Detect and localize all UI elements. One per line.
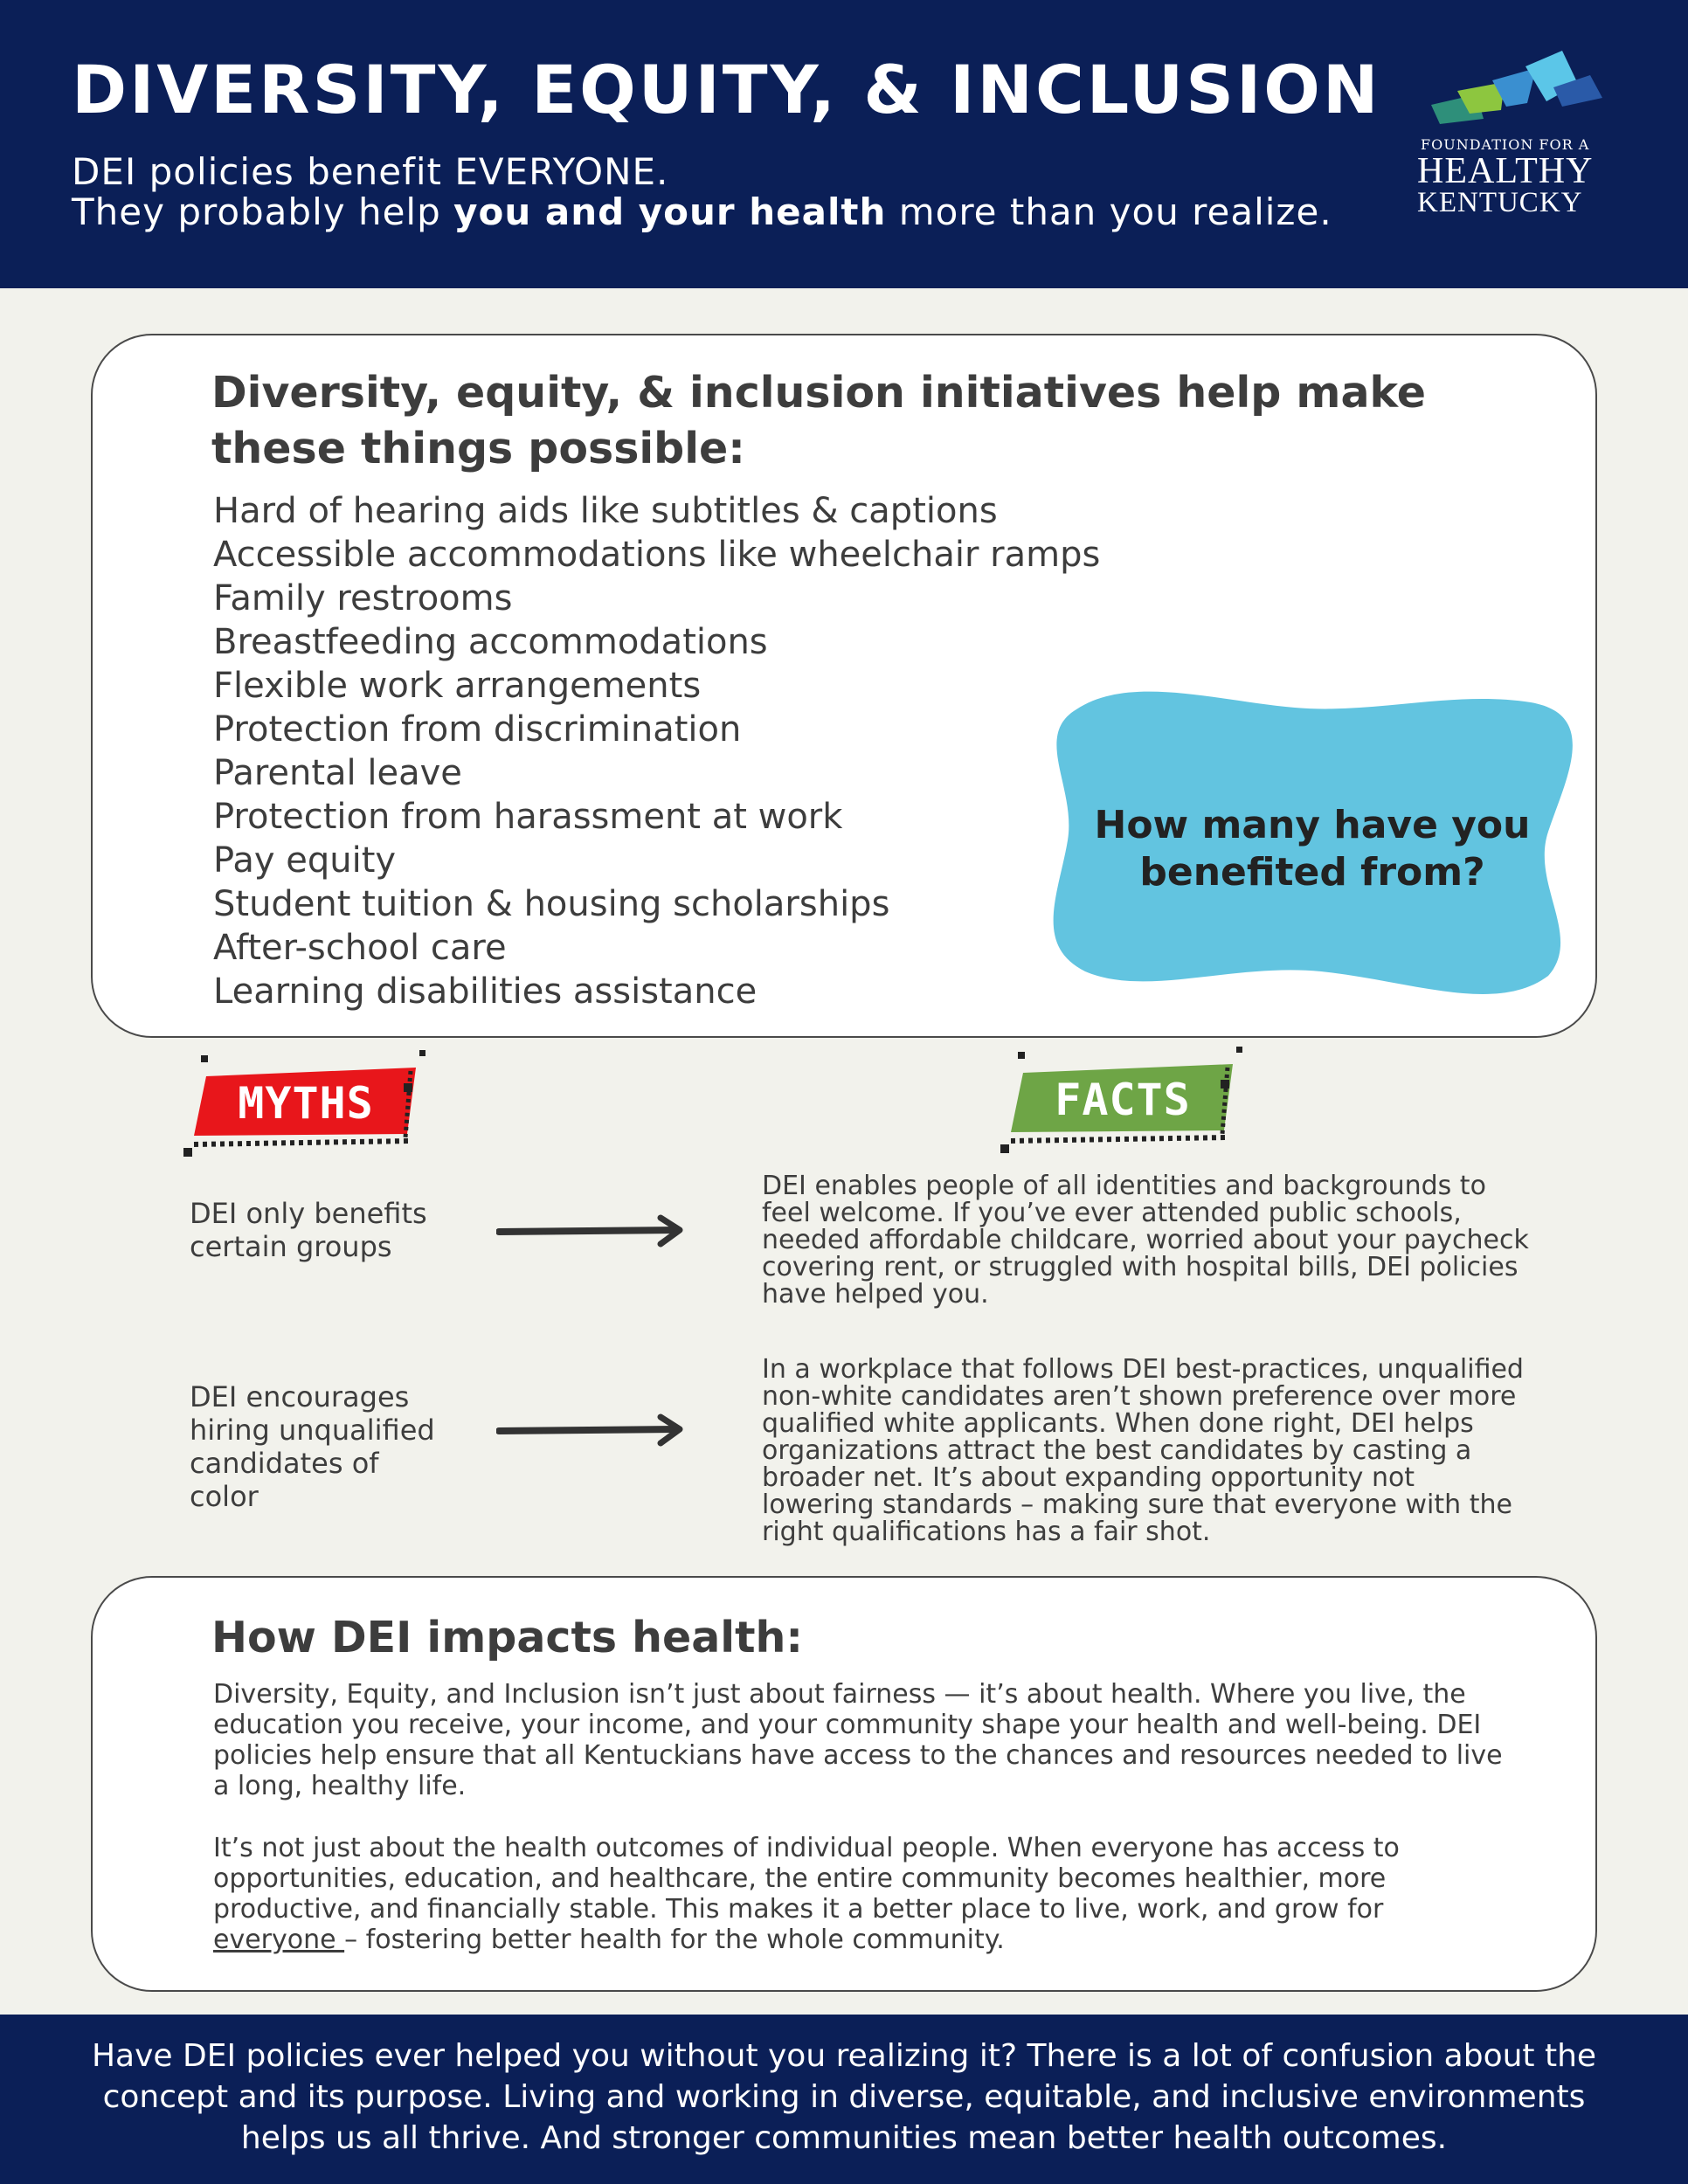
list-item: Hard of hearing aids like subtitles & captions	[213, 491, 998, 531]
health-paragraph-2-start: It’s not just about the health outcomes of individual people. When everyone has access to opportunities, education, and healthcare, the entire community becomes healthier, more productive, and financially stable. This makes it a better place to live, work, and grow for	[213, 1833, 1400, 1925]
subtitle-line-1: DEI policies benefit EVERYONE.	[72, 150, 669, 193]
list-item: Parental leave	[213, 753, 462, 793]
logo-text-healthy: HEALTHY	[1417, 151, 1594, 191]
arrow-right-icon	[496, 1214, 688, 1249]
footer-text: Have DEI policies ever helped you without you realizing it? There is a lot of confusion about the concept and its purpose. Living and working in diverse, equitable, and inclusive environments helps us all thrive. And stronger communities mean better health outcomes.	[91, 2038, 1597, 2156]
logo-text-foundation: FOUNDATION FOR A	[1421, 136, 1590, 153]
logo-text-kentucky: KENTUCKY	[1417, 187, 1583, 218]
list-item: Student tuition & housing scholarships	[213, 884, 890, 924]
header-banner	[0, 0, 1688, 288]
list-item: Accessible accommodations like wheelchair ramps	[213, 535, 1101, 575]
list-item: After-school care	[213, 928, 507, 968]
fact-2-text: In a workplace that follows DEI best-practices, unqualified non-white candidates aren’t shown preference over more qualified white applicants. When done right, DEI helps organizations attract the best candidates by casting a broader net. It’s about expanding opportunity not lowering standards – making sure that everyone with the right qualifications has a fair shot.	[762, 1354, 1524, 1547]
callout-blob	[1041, 683, 1583, 998]
list-item: Protection from harassment at work	[213, 797, 843, 837]
arrow-right-icon	[496, 1413, 688, 1448]
list-item: Family restrooms	[213, 578, 513, 619]
myth-1-text: DEI only benefits certain groups	[190, 1197, 427, 1263]
list-item: Flexible work arrangements	[213, 666, 702, 706]
myths-tag	[175, 1045, 437, 1160]
callout-question: How many have you benefited from?	[1094, 803, 1531, 895]
myths-label: MYTHS	[238, 1078, 374, 1129]
kentucky-logo-icon	[1431, 49, 1606, 133]
subtitle-line-2-end: more than you realize.	[886, 190, 1332, 233]
list-item: Breastfeeding accommodations	[213, 622, 768, 662]
page-title: DIVERSITY, EQUITY, & INCLUSION	[72, 51, 1381, 128]
subtitle-line-2-start: They probably help	[72, 190, 454, 233]
health-card	[91, 1576, 1597, 1992]
health-paragraph-2-underlined: everyone	[213, 1925, 345, 1955]
subtitle-line-2-emphasis: you and your health	[453, 190, 887, 233]
health-heading: How DEI impacts health:	[211, 1613, 804, 1662]
fact-1-text: DEI enables people of all identities and backgrounds to feel welcome. If you’ve ever attended public schools, needed affordable childcare, worried about your paycheck covering rent, or struggled with hospital bills, DEI policies have helped you.	[762, 1171, 1529, 1310]
health-paragraph-2-end: – fostering better health for the whole community.	[344, 1925, 1005, 1955]
list-item: Pay equity	[213, 840, 397, 881]
subtitle-line-2	[72, 190, 1332, 233]
list-item: Protection from discrimination	[213, 709, 742, 750]
facts-label: FACTS	[1055, 1075, 1191, 1125]
facts-tag	[992, 1041, 1254, 1157]
health-paragraph-2	[213, 1833, 1506, 1955]
myth-2-text: DEI encourages hiring unqualified candidates of color	[190, 1380, 435, 1513]
list-item: Learning disabilities assistance	[213, 971, 758, 1012]
health-paragraph-1: Diversity, Equity, and Inclusion isn’t just about fairness — it’s about health. Where you live, the education you receive, your income, and your community shape your health and well-being. DEI policies help ensure that all Kentuckians have access to the chances and resources needed to live a long, healthy life.	[213, 1679, 1503, 1801]
initiatives-list	[213, 489, 1100, 1013]
initiatives-heading: Diversity, equity, & inclusion initiatives help make these things possible:	[211, 368, 1427, 473]
foundation-logo	[1414, 49, 1615, 224]
footer-banner	[0, 2015, 1688, 2184]
